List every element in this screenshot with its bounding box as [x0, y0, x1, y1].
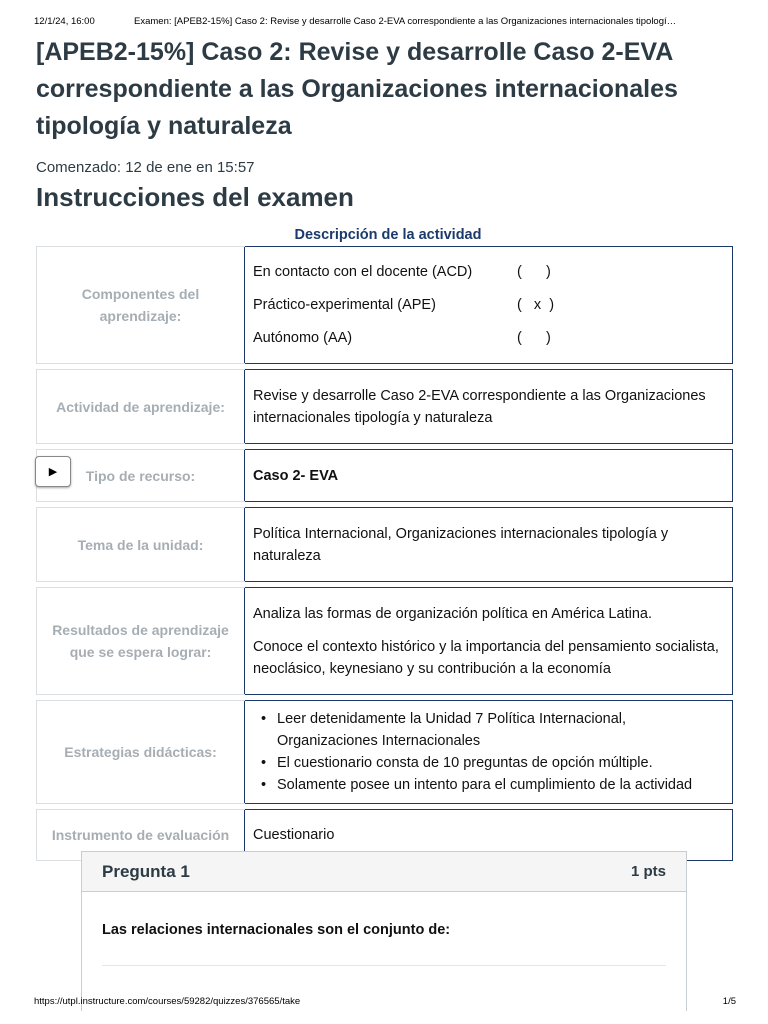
strategies-list [253, 708, 724, 796]
print-url: https://utpl.instructure.com/courses/59282/quizzes/376565/take [34, 996, 301, 1007]
component-name: Práctico-experimental (APE) [253, 297, 436, 313]
activity-label: Actividad de aprendizaje: [37, 370, 245, 444]
print-page-title: Examen: [APEB2-15%] Caso 2: Revise y desarrolle Caso 2-EVA correspondiente a las Organizaciones internacionales tipologí… [134, 16, 677, 27]
activity-table [36, 246, 733, 861]
component-mark: ( x ) [517, 297, 555, 313]
components-label: Componentes del aprendizaje: [37, 247, 245, 364]
instrument-value: Cuestionario [245, 810, 733, 861]
result-item: Conoce el contexto histórico y la importancia del pensamiento socialista, neoclásico, keynesiano y su contribución a la economía [253, 638, 719, 677]
print-date: 12/1/24, 16:00 [34, 16, 95, 27]
question-header [82, 852, 686, 892]
question-points: 1 pts [630, 863, 666, 880]
component-name: En contacto con el docente (ACD) [253, 264, 473, 280]
table-row [37, 247, 733, 364]
table-row [37, 450, 733, 502]
table-row [37, 508, 733, 582]
list-item: • El cuestionario consta de 10 preguntas de opción múltiple. [253, 752, 724, 774]
activity-value: Revise y desarrolle Caso 2-EVA correspondiente a las Organizaciones internacionales tipología y naturaleza [245, 370, 733, 444]
list-item: • Leer detenidamente la Unidad 7 Política Internacional, Organizaciones Internacionales [253, 708, 724, 752]
topic-label: Tema de la unidad: [37, 508, 245, 582]
component-mark: ( ) [517, 330, 551, 346]
activity-description-heading-text: Descripción de la actividad [294, 227, 482, 243]
results-value [245, 588, 733, 695]
started-timestamp: Comenzado: 12 de ene en 15:57 [36, 159, 255, 176]
question-card [81, 851, 687, 1011]
component-item [253, 289, 724, 322]
strategies-label: Estrategias didácticas: [37, 701, 245, 804]
topic-value: Política Internacional, Organizaciones internacionales tipología y naturaleza [245, 508, 733, 582]
print-footer [34, 996, 736, 1007]
component-item [253, 322, 724, 355]
resource-value: Caso 2- EVA [245, 450, 733, 502]
results-label: Resultados de aprendizaje que se espera lograr: [37, 588, 245, 695]
resource-label: Tipo de recurso: [37, 450, 245, 502]
question-text: Las relaciones internacionales son el conjunto de: [102, 922, 451, 938]
instructions-title: Instrucciones del examen [36, 182, 354, 212]
print-header [34, 16, 734, 27]
play-icon: ▶ [48, 466, 58, 478]
component-mark: ( ) [517, 264, 551, 280]
strategies-value [245, 701, 733, 804]
question-title: Pregunta 1 [102, 861, 190, 881]
play-button[interactable] [35, 456, 71, 487]
list-item: • Solamente posee un intento para el cumplimiento de la actividad [253, 774, 724, 796]
activity-description-heading [244, 227, 732, 243]
components-value [245, 247, 733, 364]
table-row [37, 370, 733, 444]
print-page-number: 1/5 [722, 996, 736, 1007]
component-name: Autónomo (AA) [253, 330, 353, 346]
component-item [253, 256, 724, 289]
quiz-title: [APEB2-15%] Caso 2: Revise y desarrolle Caso 2-EVA correspondiente a las Organizaciones internacionales tipología y naturaleza [36, 38, 678, 140]
instrument-label: Instrumento de evaluación [37, 810, 245, 861]
result-item: Analiza las formas de organización política en América Latina. [253, 605, 652, 622]
table-row [37, 588, 733, 695]
divider [102, 965, 666, 966]
table-row [37, 701, 733, 804]
